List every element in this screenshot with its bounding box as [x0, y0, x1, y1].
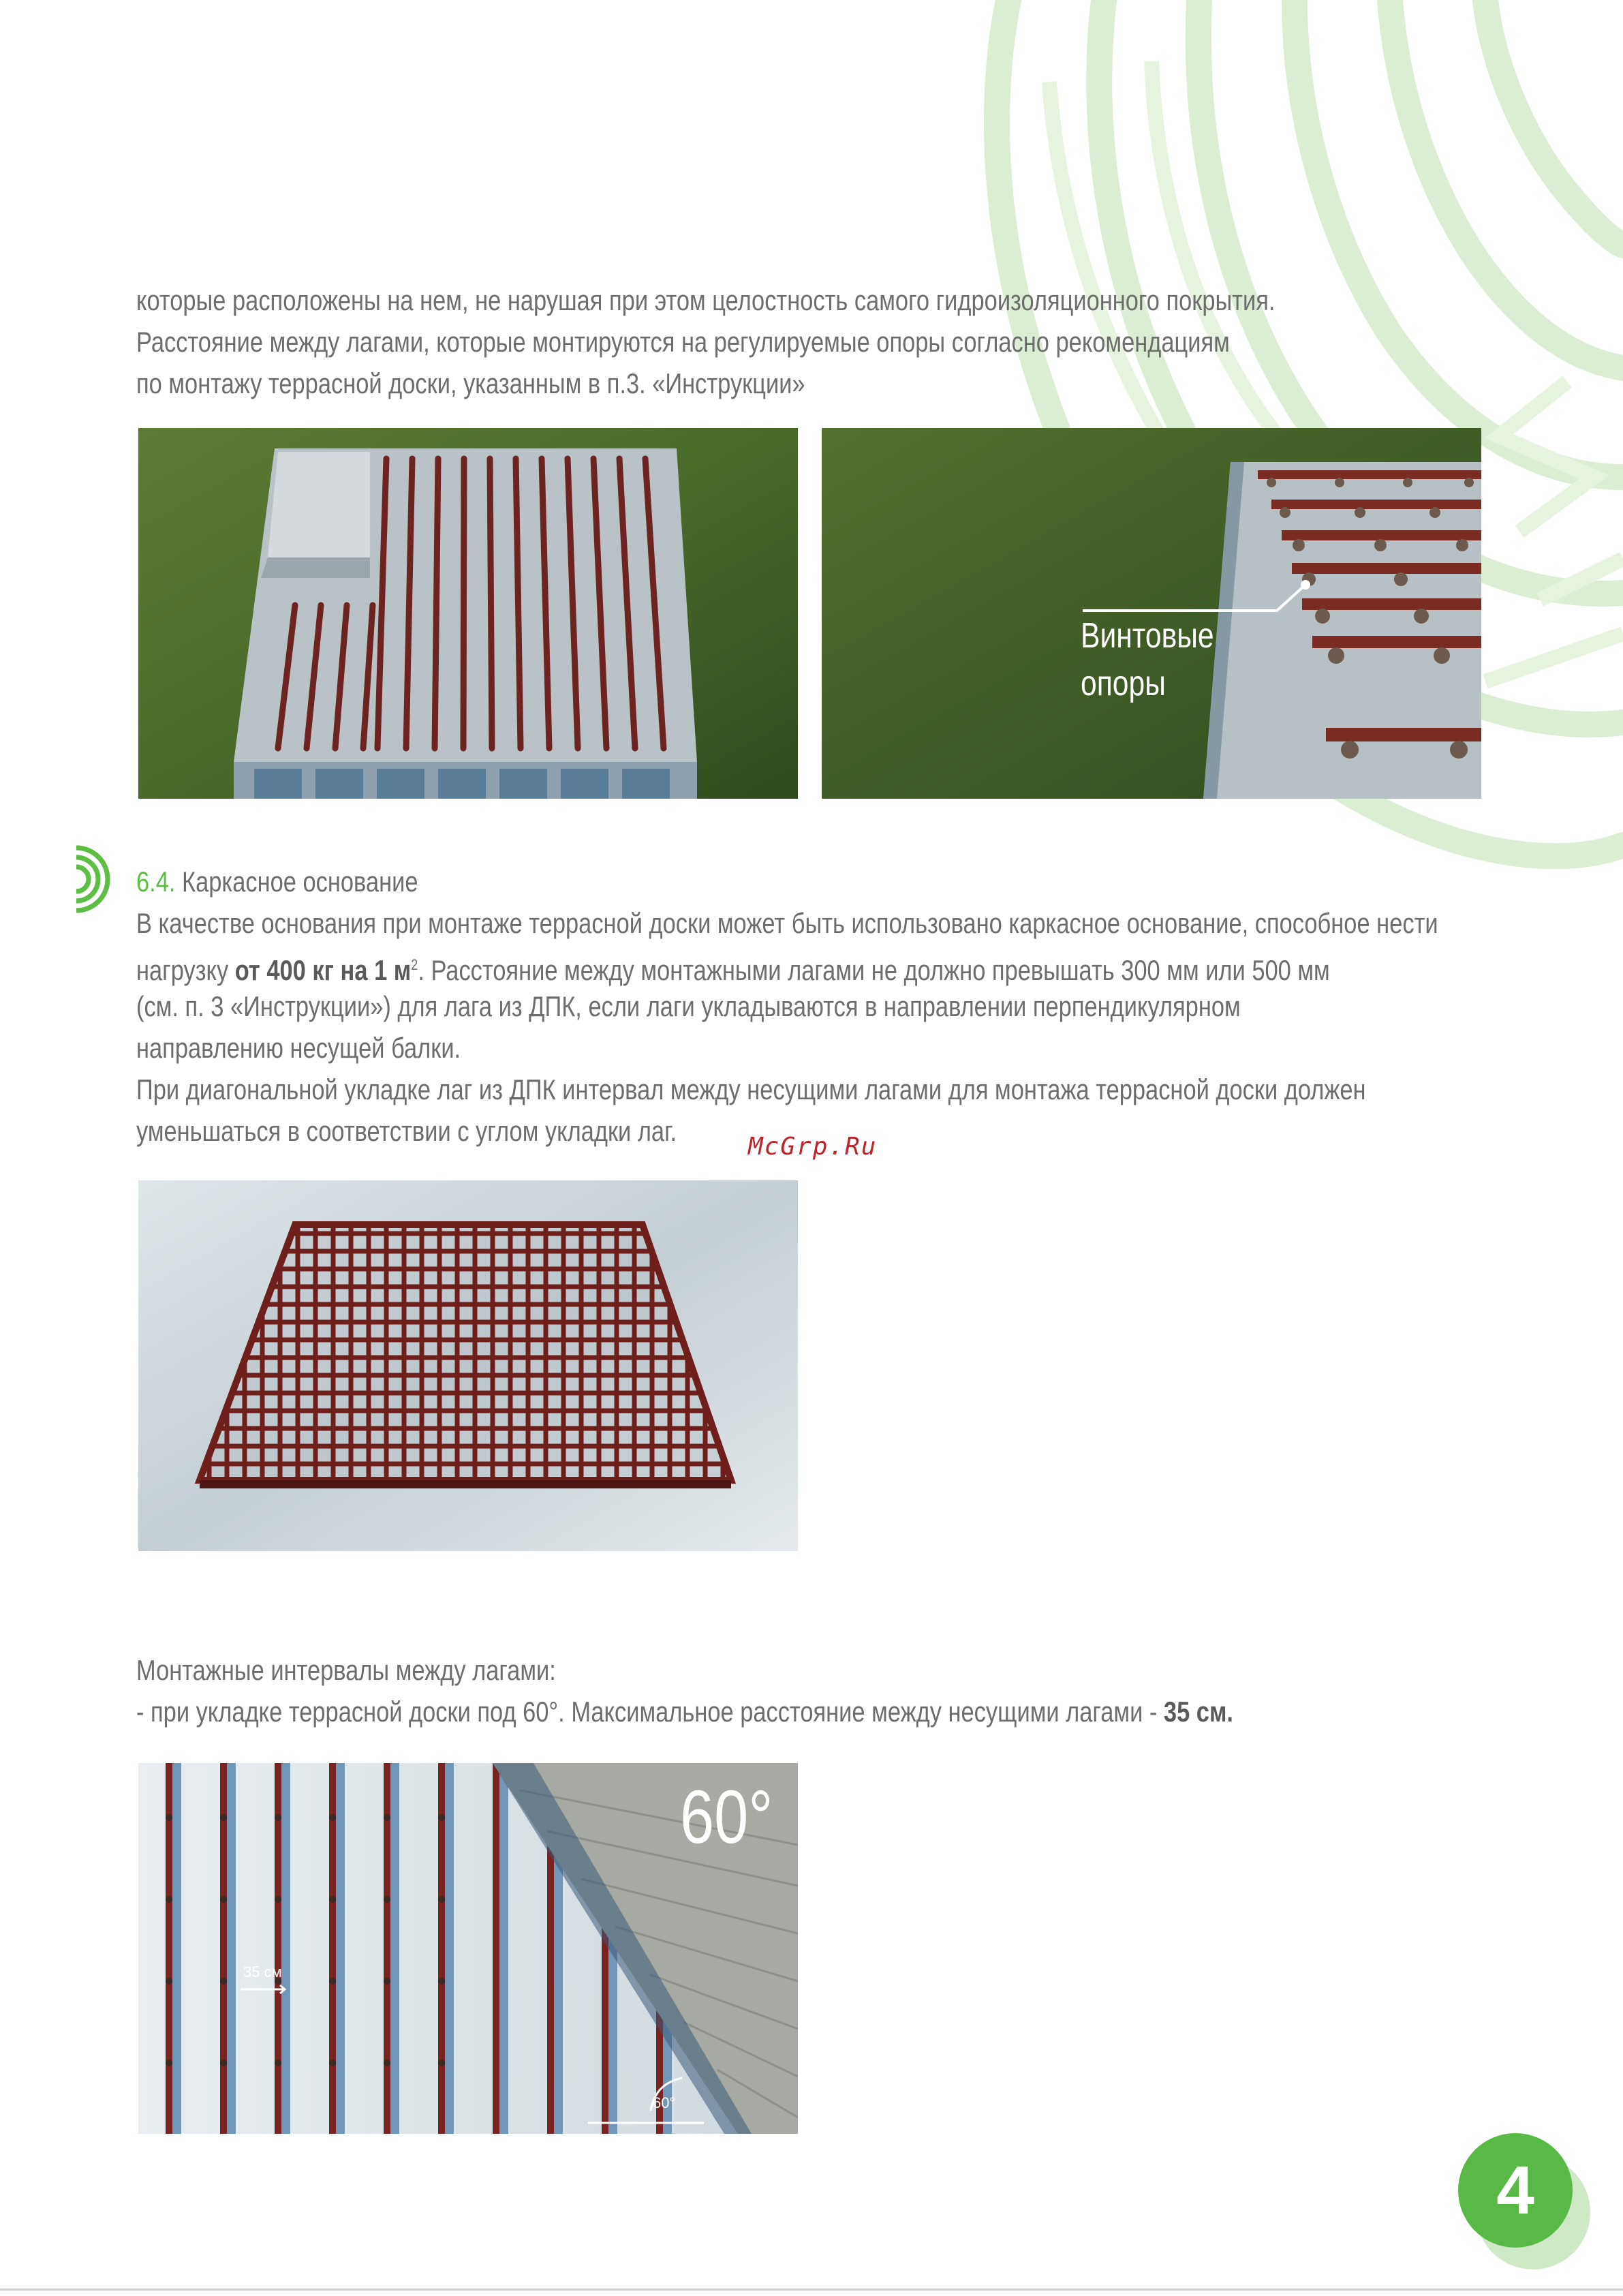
section-p1-line-2 — [136, 944, 1330, 991]
intro-line-1: которые расположены на нем, не нарушая при этом целостность самого гидроизоляционного покрытия. — [136, 284, 1276, 316]
intervals-text: - при укладке террасной доски под 60°. Максимальное расстояние между несущими лагами - — [136, 1696, 1164, 1728]
max-spacing-value: 35 см. — [1163, 1696, 1233, 1728]
intro-line-2: Расстояние между лагами, которые монтируются на регулируемые опоры согласно рекомендациям — [136, 326, 1230, 358]
section-p1-line-3: (см. п. 3 «Инструкции») для лага из ДПК, если лаги укладываются в направлении перпендикулярном — [136, 990, 1241, 1022]
spacing-label: 35 см — [243, 1963, 282, 1980]
watermark: McGrp.Ru — [748, 1133, 878, 1161]
photo-60-degree-layout — [138, 1763, 798, 2134]
intervals-heading: Монтажные интервалы между лагами: — [136, 1654, 556, 1686]
section-heading — [136, 861, 418, 902]
angle-label-large: 60° — [680, 1775, 773, 1859]
section-number: 6.4. — [136, 866, 176, 898]
bottom-rule — [0, 2289, 1623, 2291]
angle-label-small: 60° — [653, 2094, 676, 2111]
section-title: Каркасное основание — [182, 866, 418, 898]
intervals-line — [136, 1691, 1233, 1732]
photo-roof-joists — [138, 428, 798, 799]
load-value: от 400 кг на 1 м — [234, 954, 412, 986]
page-number: 4 — [1458, 2133, 1573, 2248]
intro-line-3: по монтажу террасной доски, указанным в п.3. «Инструкции» — [136, 367, 805, 399]
section-p2-line-1: При диагональной укладке лаг из ДПК интервал между несущими лагами для монтажа террасной доски должен — [136, 1073, 1366, 1105]
section-p1-line-1: В качестве основания при монтаже террасной доски может быть использовано каркасное основание, способное нести — [136, 907, 1438, 939]
p1-line2-text-b: . Расстояние между монтажными лагами не должно превышать 300 мм или 500 мм — [418, 954, 1330, 986]
section-p2-line-2: уменьшаться в соответствии с углом укладки лаг. — [136, 1115, 677, 1147]
superscript: 2 — [411, 956, 418, 973]
photo-screw-supports — [822, 428, 1481, 799]
page-number-badge — [1458, 2133, 1594, 2269]
section-p1-line-4: направлению несущей балки. — [136, 1032, 461, 1064]
p1-line2-text-a: нагрузку — [136, 954, 235, 986]
photo-label-line-1: Винтовые — [1081, 616, 1214, 656]
photo-frame-grid — [138, 1180, 798, 1551]
photo-label-line-2: опоры — [1081, 664, 1166, 703]
